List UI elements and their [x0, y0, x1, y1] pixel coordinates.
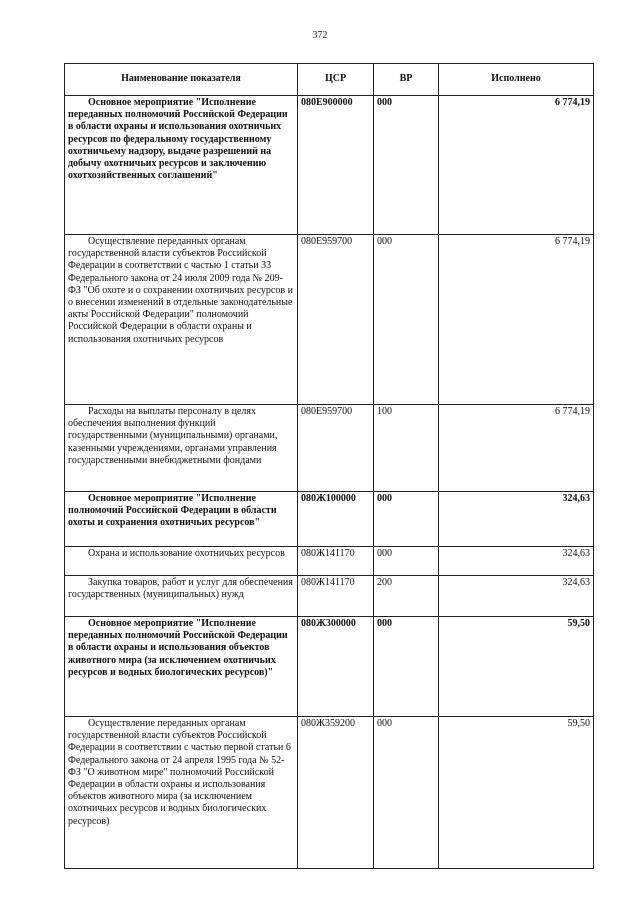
row-name: Расходы на выплаты персоналу в целях обеспечения выполнения функций государственными (муниципальными) органами, казенными учреждениями, органами управления государственными внебюджетными фондами — [65, 405, 298, 492]
row-vr: 000 — [374, 547, 439, 576]
budget-table — [64, 63, 594, 869]
page-number: 372 — [312, 30, 328, 41]
table-row — [65, 547, 594, 576]
header-csr: ЦСР — [298, 64, 374, 96]
row-csr: 080Е959700 — [298, 405, 374, 492]
row-vr: 000 — [374, 96, 439, 235]
row-vr: 000 — [374, 617, 439, 717]
row-vr: 000 — [374, 235, 439, 405]
row-csr: 080Е959700 — [298, 235, 374, 405]
table-row — [65, 96, 594, 235]
row-csr: 080Ж100000 — [298, 492, 374, 547]
header-vr: ВР — [374, 64, 439, 96]
header-executed: Исполнено — [439, 64, 594, 96]
row-executed: 59,50 — [439, 617, 594, 717]
row-vr: 000 — [374, 492, 439, 547]
row-csr: 080Ж359200 — [298, 717, 374, 869]
row-executed: 324,63 — [439, 492, 594, 547]
row-vr: 100 — [374, 405, 439, 492]
row-csr: 080Ж141170 — [298, 547, 374, 576]
row-executed: 324,63 — [439, 547, 594, 576]
table-row — [65, 576, 594, 617]
row-vr: 200 — [374, 576, 439, 617]
row-name: Охрана и использование охотничьих ресурсов — [65, 547, 298, 576]
table-row — [65, 617, 594, 717]
row-csr: 080Е900000 — [298, 96, 374, 235]
row-executed: 6 774,19 — [439, 235, 594, 405]
row-executed: 6 774,19 — [439, 405, 594, 492]
row-name: Основное мероприятие "Исполнение переданных полномочий Российской Федерации в области охраны и использования объектов животного мира (за исключением охотничьих ресурсов и водных биологических ресурсов)" — [65, 617, 298, 717]
row-csr: 080Ж141170 — [298, 576, 374, 617]
row-csr: 080Ж300000 — [298, 617, 374, 717]
table-row — [65, 235, 594, 405]
header-name: Наименование показателя — [65, 64, 298, 96]
row-name: Основное мероприятие "Исполнение переданных полномочий Российской Федерации в области охраны и использования охотничьих ресурсов по федеральному государственному охотничьему надзору, выдаче разрешений на добычу охотничьих ресурсов и заключению охотхозяйственных соглашений" — [65, 96, 298, 235]
row-executed: 6 774,19 — [439, 96, 594, 235]
row-name: Закупка товаров, работ и услуг для обеспечения государственных (муниципальных) нужд — [65, 576, 298, 617]
row-name: Основное мероприятие "Исполнение полномочий Российской Федерации в области охоты и сохранения охотничьих ресурсов" — [65, 492, 298, 547]
row-executed: 59,50 — [439, 717, 594, 869]
table-header-row — [65, 64, 594, 96]
row-name: Осуществление переданных органам государственной власти субъектов Российской Федерации в соответствии с частью первой статьи 6 Федерального закона от 24 апреля 1995 года № 52-ФЗ "О животном мире" полномочий Российской Федерации в области охраны и использования объектов животного мира (за исключением охотничьих ресурсов и водных биологических ресурсов) — [65, 717, 298, 869]
row-vr: 000 — [374, 717, 439, 869]
table-row — [65, 492, 594, 547]
table-row — [65, 717, 594, 869]
row-executed: 324,63 — [439, 576, 594, 617]
table-row — [65, 405, 594, 492]
row-name: Осуществление переданных органам государственной власти субъектов Российской Федерации в соответствии с частью 1 статьи 33 Федерального закона от 24 июля 2009 года № 209-ФЗ "Об охоте и о сохранении охотничьих ресурсов и о внесении изменений в отдельные законодательные акты Российской Федерации" полномочий Российской Федерации в области охраны и использования охотничьих ресурсов — [65, 235, 298, 405]
